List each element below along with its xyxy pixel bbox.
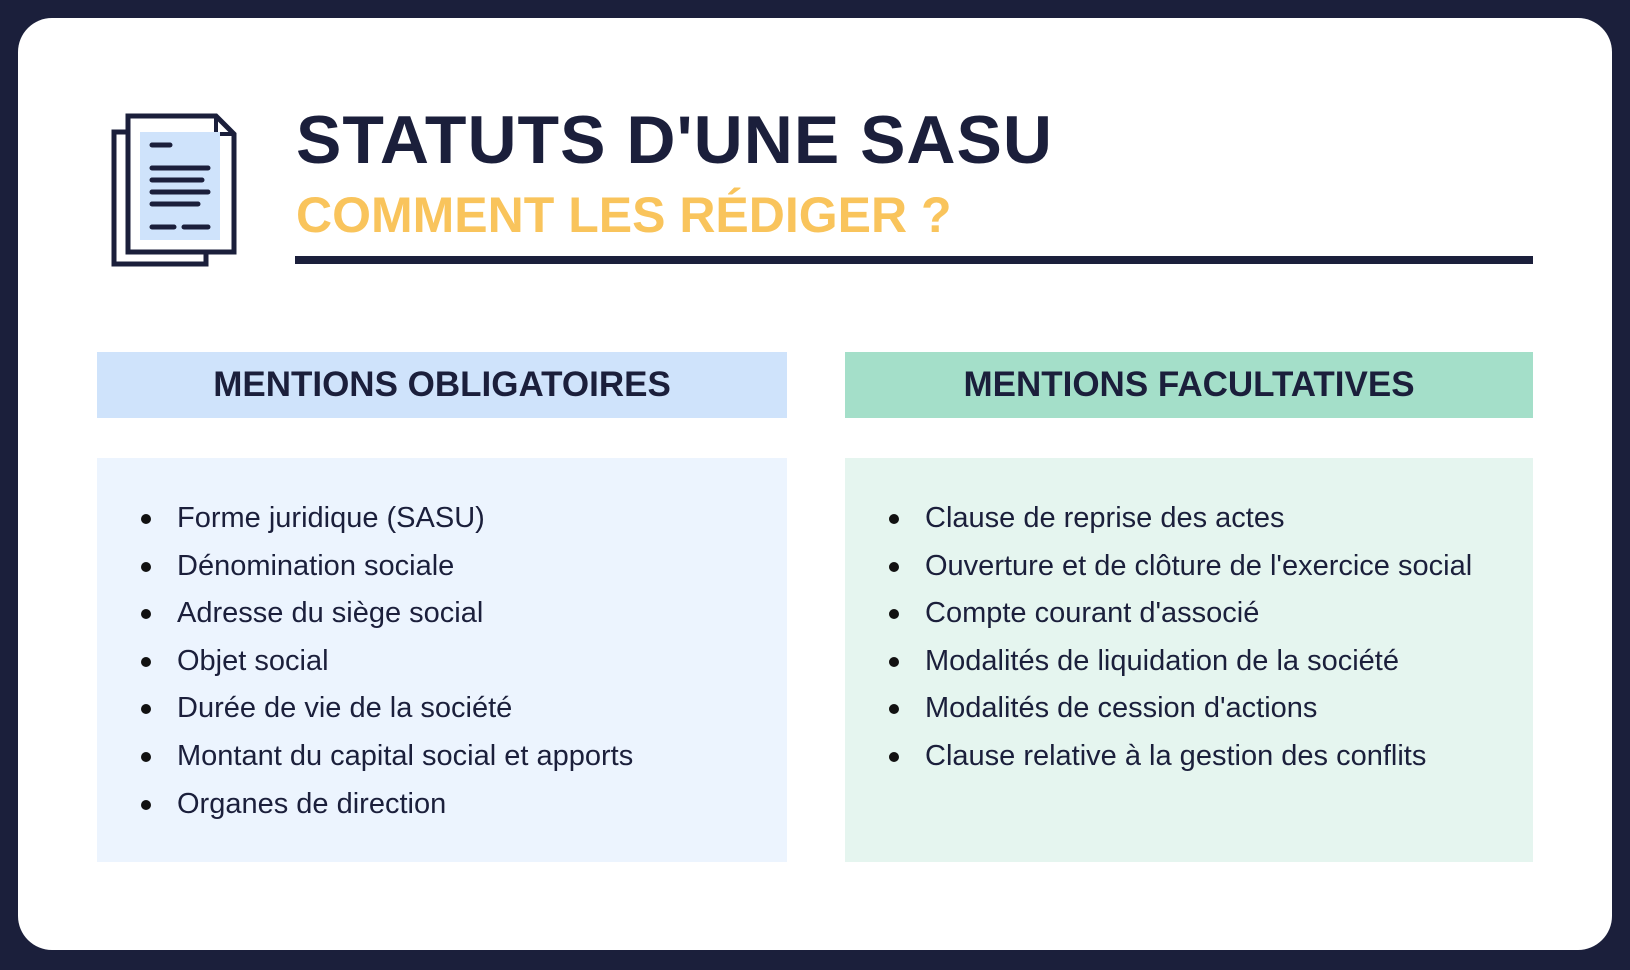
- list-item-text: Organes de direction: [177, 787, 447, 820]
- list-item-text: Adresse du siège social: [177, 597, 484, 630]
- bullet-icon: [141, 752, 151, 762]
- bullet-icon: [141, 657, 151, 667]
- list-item: [97, 590, 787, 638]
- optional-mentions-panel: [845, 458, 1533, 862]
- list-item: [845, 495, 1533, 543]
- page-subtitle: COMMENT LES RÉDIGER ?: [296, 187, 952, 243]
- list-item-text: Durée de vie de la société: [177, 692, 513, 725]
- list-item: [97, 543, 787, 591]
- document-icon: [110, 110, 240, 270]
- list-item: [845, 543, 1533, 591]
- list-item-text: Modalités de cession d'actions: [925, 692, 1318, 725]
- list-item: [97, 781, 787, 829]
- list-item: [97, 733, 787, 781]
- optional-mentions-heading: MENTIONS FACULTATIVES: [845, 352, 1533, 418]
- list-item-text: Clause de reprise des actes: [925, 502, 1285, 534]
- list-item: [97, 685, 787, 733]
- list-item-text: Objet social: [177, 644, 329, 677]
- bullet-icon: [141, 704, 151, 714]
- infographic-card: [18, 18, 1612, 950]
- title-divider: [295, 256, 1533, 264]
- list-item: [845, 685, 1533, 733]
- bullet-icon: [889, 704, 899, 714]
- list-item-text: Ouverture et de clôture de l'exercice social: [925, 549, 1473, 582]
- list-item-text: Dénomination sociale: [177, 549, 455, 582]
- list-item: [97, 495, 787, 543]
- list-item: [845, 733, 1533, 781]
- optional-mentions-list: [845, 495, 1533, 781]
- bullet-icon: [889, 657, 899, 667]
- bullet-icon: [889, 562, 899, 572]
- list-item-text: Compte courant d'associé: [925, 597, 1260, 630]
- bullet-icon: [141, 514, 151, 524]
- list-item: [845, 638, 1533, 686]
- list-item: [97, 638, 787, 686]
- list-item-text: Clause relative à la gestion des conflits: [925, 739, 1427, 772]
- page-title: STATUTS D'UNE SASU: [296, 102, 1054, 178]
- list-item-text: Forme juridique (SASU): [177, 502, 485, 534]
- bullet-icon: [889, 609, 899, 619]
- list-item: [845, 590, 1533, 638]
- mandatory-mentions-list: [97, 495, 787, 828]
- mandatory-mentions-heading: MENTIONS OBLIGATOIRES: [97, 352, 787, 418]
- bullet-icon: [141, 609, 151, 619]
- bullet-icon: [141, 800, 151, 810]
- list-item-text: Montant du capital social et apports: [177, 739, 634, 772]
- bullet-icon: [141, 562, 151, 572]
- bullet-icon: [889, 752, 899, 762]
- bullet-icon: [889, 514, 899, 524]
- mandatory-mentions-panel: [97, 458, 787, 862]
- list-item-text: Modalités de liquidation de la société: [925, 644, 1399, 677]
